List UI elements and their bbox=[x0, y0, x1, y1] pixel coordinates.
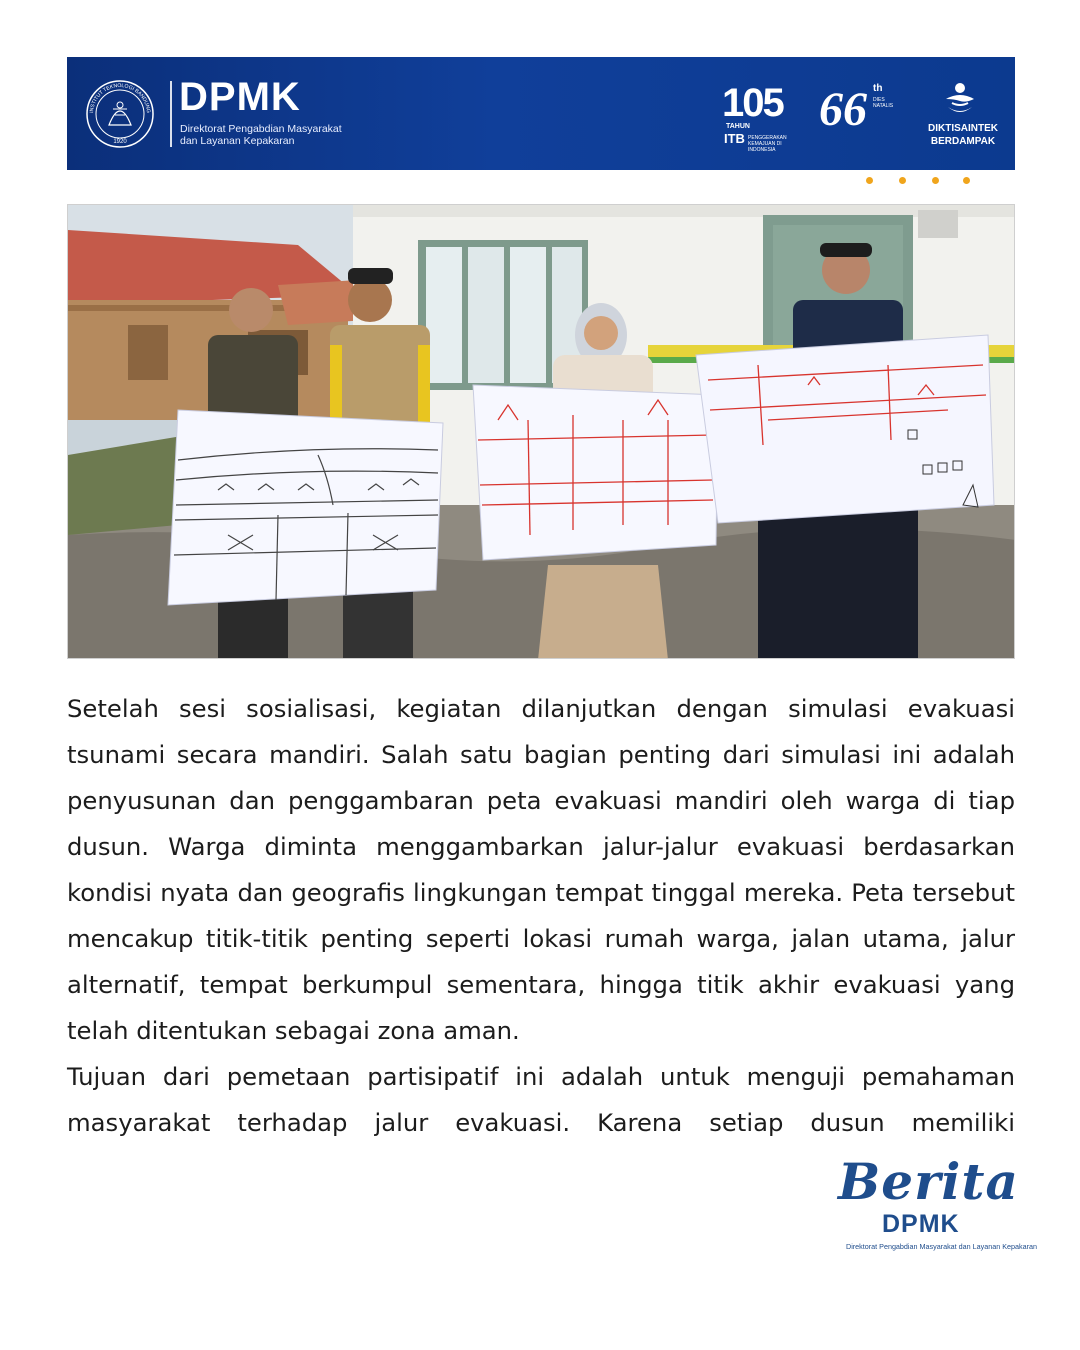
diktisaintek-logo bbox=[917, 81, 1009, 147]
dot-2 bbox=[899, 177, 906, 184]
berita-dpmk: DPMK bbox=[882, 1210, 960, 1238]
itb-105-logo bbox=[722, 81, 797, 153]
dies-natalis-logo bbox=[819, 81, 894, 147]
header-banner bbox=[67, 57, 1015, 170]
berita-script: Berita bbox=[838, 1152, 1019, 1211]
dot-3 bbox=[932, 177, 939, 184]
brand-subtitle-line1: Direktorat Pengabdian Masyarakat bbox=[180, 123, 342, 135]
dot-1 bbox=[866, 177, 873, 184]
dikti-line2: BERDAMPAK bbox=[930, 136, 996, 147]
brand-subtitle bbox=[180, 123, 380, 147]
brand-subtitle-line2: dan Layanan Kepakaran bbox=[180, 135, 295, 147]
berita-dpmk-logo bbox=[836, 1152, 1037, 1258]
itb-label: ITB bbox=[724, 131, 745, 146]
group-photo-illustration-icon bbox=[68, 205, 1015, 659]
decorative-dots bbox=[866, 177, 976, 185]
itb-105-number: 105 bbox=[722, 81, 783, 125]
dot-4 bbox=[963, 177, 970, 184]
seal-year: 1920 bbox=[113, 139, 127, 145]
itb-seal-icon bbox=[85, 79, 155, 149]
berita-sub: Direktorat Pengabdian Masyarakat dan Layanan Kepakaran bbox=[846, 1242, 1037, 1251]
dies-th: th bbox=[873, 83, 883, 94]
dies-label: DIES NATALIS bbox=[873, 97, 894, 109]
dies-number: 66 bbox=[819, 83, 867, 136]
itb-tahun-label: TAHUN bbox=[726, 123, 750, 130]
itb-tagline: PENGGERAKAN KEMAJUAN DI INDONESIA bbox=[748, 135, 787, 153]
dikti-line1: DIKTISAINTEK bbox=[928, 123, 998, 134]
article-body bbox=[67, 686, 1015, 1146]
article-paragraph-1: Setelah sesi sosialisasi, kegiatan dilanjutkan dengan simulasi evakuasi tsunami secara mandiri. Salah satu bagian penting dari simulasi ini adalah penyusunan dan penggambaran peta evakuasi mandiri oleh warga di tiap dusun. Warga diminta menggambarkan jalur-jalur evakuasi berdasarkan kondisi nyata dan geografis lingkungan tempat tinggal mereka. Peta tersebut mencakup titik-titik penting seperti lokasi rumah warga, jalan utama, jalur alternatif, tempat berkumpul sementara, hingga titik akhir evakuasi yang telah ditentukan sebagai zona aman. bbox=[67, 694, 1015, 1045]
header-divider bbox=[170, 81, 172, 147]
seal-text: INSTITUT TEKNOLOGI BANDUNG bbox=[89, 82, 152, 114]
article-paragraph-2: Tujuan dari pemetaan partisipatif ini adalah untuk menguji pemahaman masyarakat terhadap jalur evakuasi. Karena setiap dusun memiliki bbox=[67, 1062, 1015, 1137]
brand-title: DPMK bbox=[179, 75, 301, 119]
diktisaintek-mark-icon bbox=[942, 81, 978, 119]
group-photo bbox=[67, 204, 1015, 659]
